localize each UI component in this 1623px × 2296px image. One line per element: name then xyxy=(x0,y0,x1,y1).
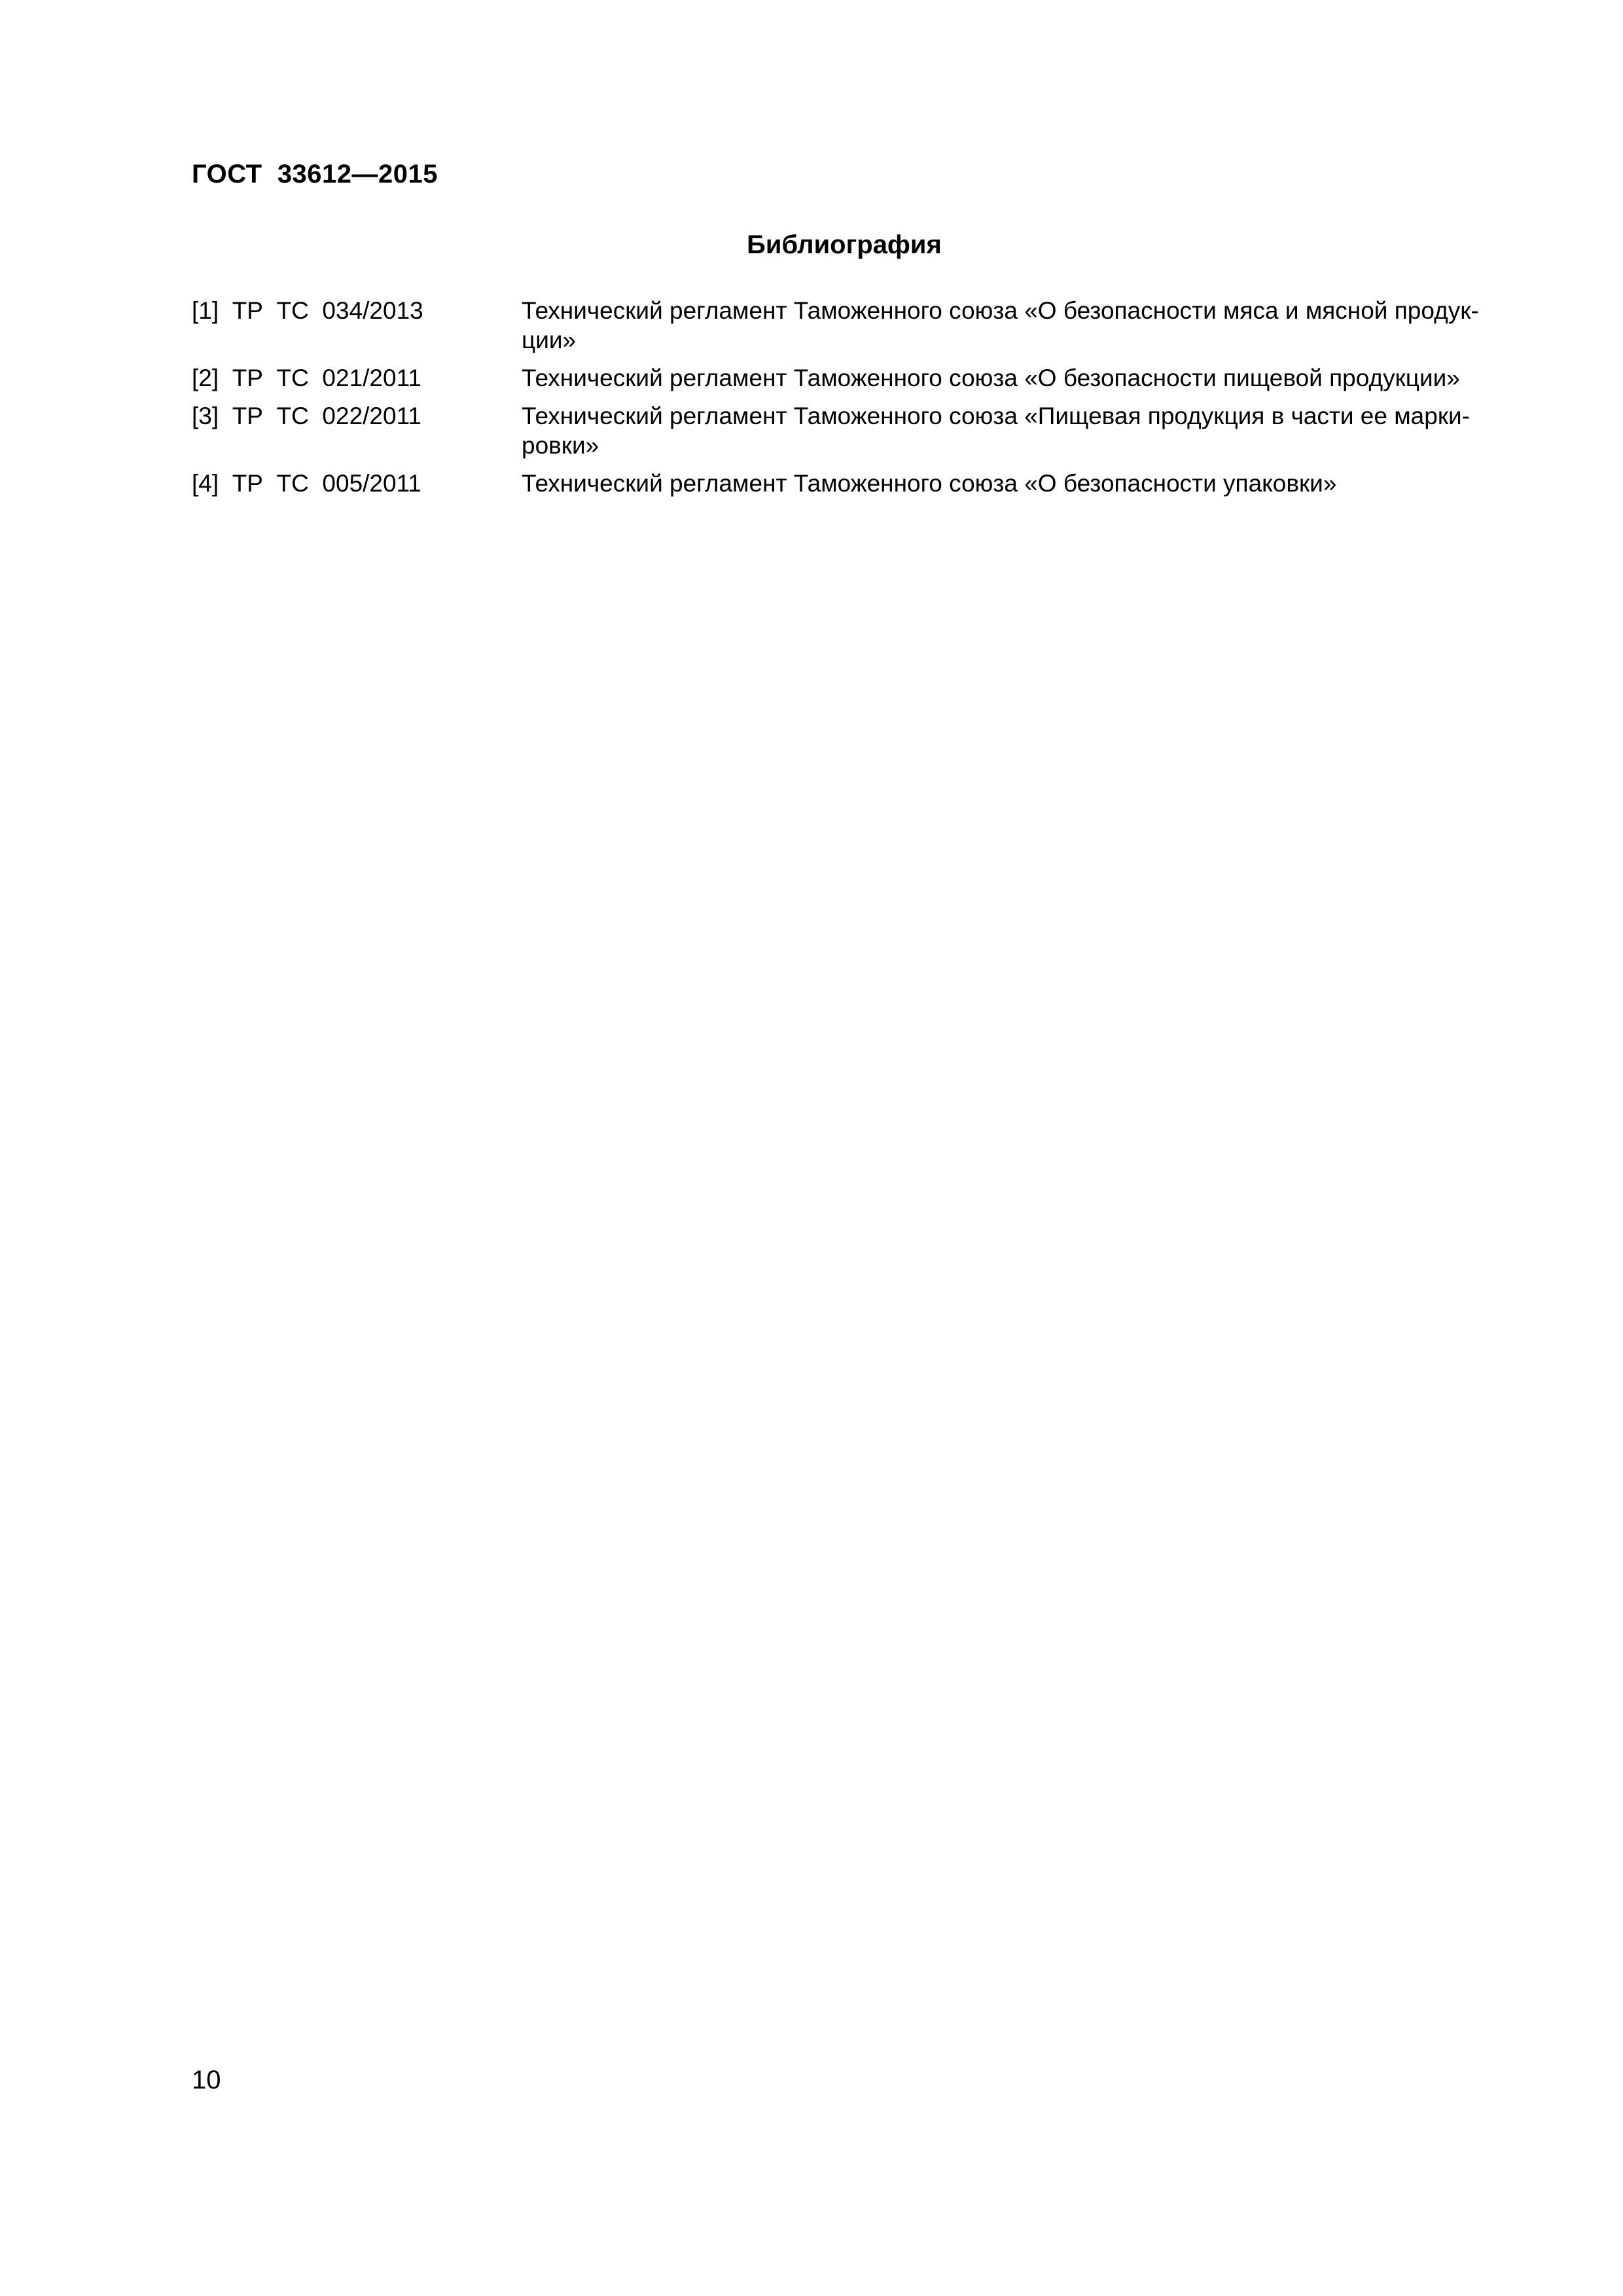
bibliography-ref: [2] ТР ТС 021/2011 xyxy=(192,365,421,391)
bibliography-ref: [1] ТР ТС 034/2013 xyxy=(192,297,423,324)
bibliography-title-line: Технический регламент Таможенного союза «О безопасности мяса и мясной продук- xyxy=(522,297,1479,324)
page-number: 10 xyxy=(192,2066,221,2094)
bibliography-title-line: Технический регламент Таможенного союза «О безопасности пищевой продукции» xyxy=(522,365,1460,391)
document-code-header: ГОСТ 33612—2015 xyxy=(192,160,438,188)
bibliography-list xyxy=(192,296,1501,507)
bibliography-ref: [4] ТР ТС 005/2011 xyxy=(192,470,421,497)
bibliography-entry xyxy=(192,363,1501,393)
bibliography-title xyxy=(522,401,1499,460)
bibliography-title-line: Технический регламент Таможенного союза «О безопасности упаковки» xyxy=(522,470,1337,497)
bibliography-title xyxy=(522,296,1499,355)
bibliography-title-line: ровки» xyxy=(522,432,599,459)
bibliography-title-line: ции» xyxy=(522,327,577,353)
bibliography-title-line: Технический регламент Таможенного союза «Пищевая продукция в части ее марки- xyxy=(522,403,1471,429)
bibliography-title xyxy=(522,363,1499,393)
section-title: Библиография xyxy=(747,230,942,259)
bibliography-ref: [3] ТР ТС 022/2011 xyxy=(192,403,421,429)
bibliography-entry xyxy=(192,296,1501,355)
bibliography-title xyxy=(522,469,1499,498)
bibliography-entry xyxy=(192,401,1501,460)
bibliography-entry xyxy=(192,469,1501,498)
